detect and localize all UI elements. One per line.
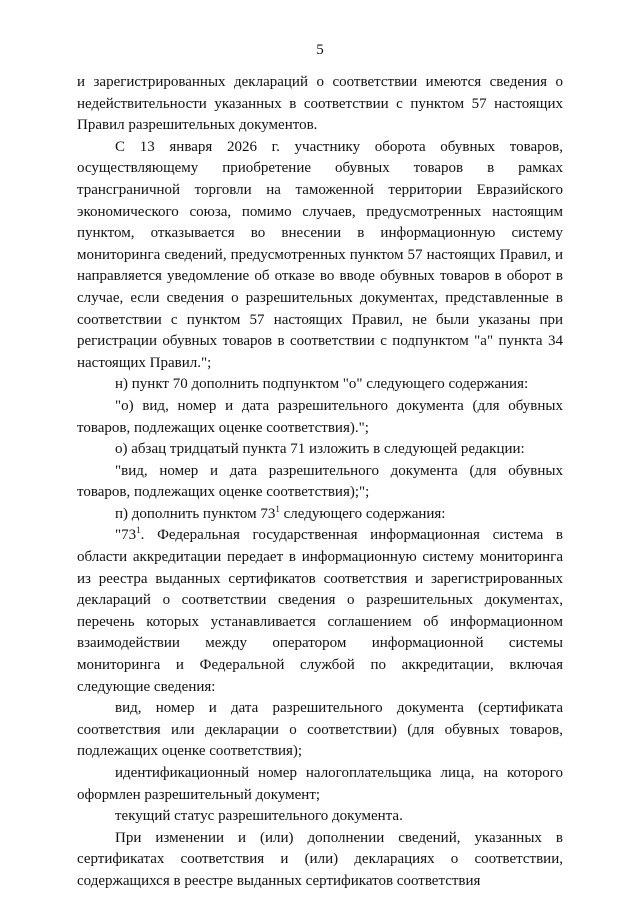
page-number: 5 xyxy=(316,42,324,58)
paragraph-item-n: н) пункт 70 дополнить подпунктом "о" следующего содержания: xyxy=(115,376,529,393)
paragraph-item-p xyxy=(77,504,563,526)
paragraph-document-type: вид, номер и дата разрешительного документа (сертификата соответствия или декларации о соответствии) (для обувных товаров, подлежащих оценке соответствия); xyxy=(77,700,563,760)
paragraph-changes: При изменении и (или) дополнении сведений, указанных в сертификатах соответствия и (или) декларациях о соответствии, содержащихся в реестре выданных сертификатов соответствия xyxy=(77,829,563,889)
paragraph-item-o: о) абзац тридцатый пункта 71 изложить в следующей редакции: xyxy=(115,441,525,458)
superscript-index: 1 xyxy=(136,525,141,536)
paragraph-current-status: текущий статус разрешительного документа. xyxy=(115,808,403,825)
document-body xyxy=(77,72,563,893)
paragraph-point-73-1 xyxy=(77,525,563,698)
paragraph-refusal-rule: С 13 января 2026 г. участнику оборота обувных товаров, осуществляющему приобретение обувных товаров в рамках трансграничной торговли на таможенной территории Евразийского экономического союза, помимо случаев, предусмотренных настоящим пунктом, отказывается во внесении в информационную систему мониторинга сведений, предусмотренных пунктом 57 настоящих Правил, и направляется уведомление об отказе во вводе обувных товаров в оборот в случае, если сведения о разрешительных документах, представленные в соответствии с пунктом 57 настоящих Правил, не были указаны при регистрации обувных товаров в соответствии с подпунктом "а" пункта 34 настоящих Правил."; xyxy=(77,138,563,371)
paragraph-point-73-1-text-before: "73 xyxy=(115,527,137,544)
superscript-index: 1 xyxy=(275,503,280,514)
paragraph-item-p-text-before: п) дополнить пунктом 73 xyxy=(115,505,276,522)
paragraph-item-o-text: "вид, номер и дата разрешительного документа (для обувных товаров, подлежащих оценке соответствия);"; xyxy=(77,462,563,501)
paragraph-continuation: и зарегистрированных деклараций о соответствии имеются сведения о недействительности указанных в соответствии с пунктом 57 настоящих Правил разрешительных документов. xyxy=(77,74,563,134)
paragraph-subitem-o-text: "о) вид, номер и дата разрешительного документа (для обувных товаров, подлежащих оценке соответствия)."; xyxy=(77,397,563,436)
paragraph-point-73-1-text-after: . Федеральная государственная информационная система в области аккредитации передает в информационную систему мониторинга из реестра выданных сертификатов соответствия и зарегистрированных деклараций о соответствии сведения о разрешительных документах, перечень которых устанавливается соглашением об информационном взаимодействии между оператором информационной системы мониторинга и Федеральной службой по аккредитации, включая следующие сведения: xyxy=(77,527,563,695)
paragraph-item-p-text-after: следующего содержания: xyxy=(279,505,446,522)
paragraph-taxpayer-id: идентификационный номер налогоплательщика лица, на которого оформлен разрешительный документ; xyxy=(77,765,563,803)
